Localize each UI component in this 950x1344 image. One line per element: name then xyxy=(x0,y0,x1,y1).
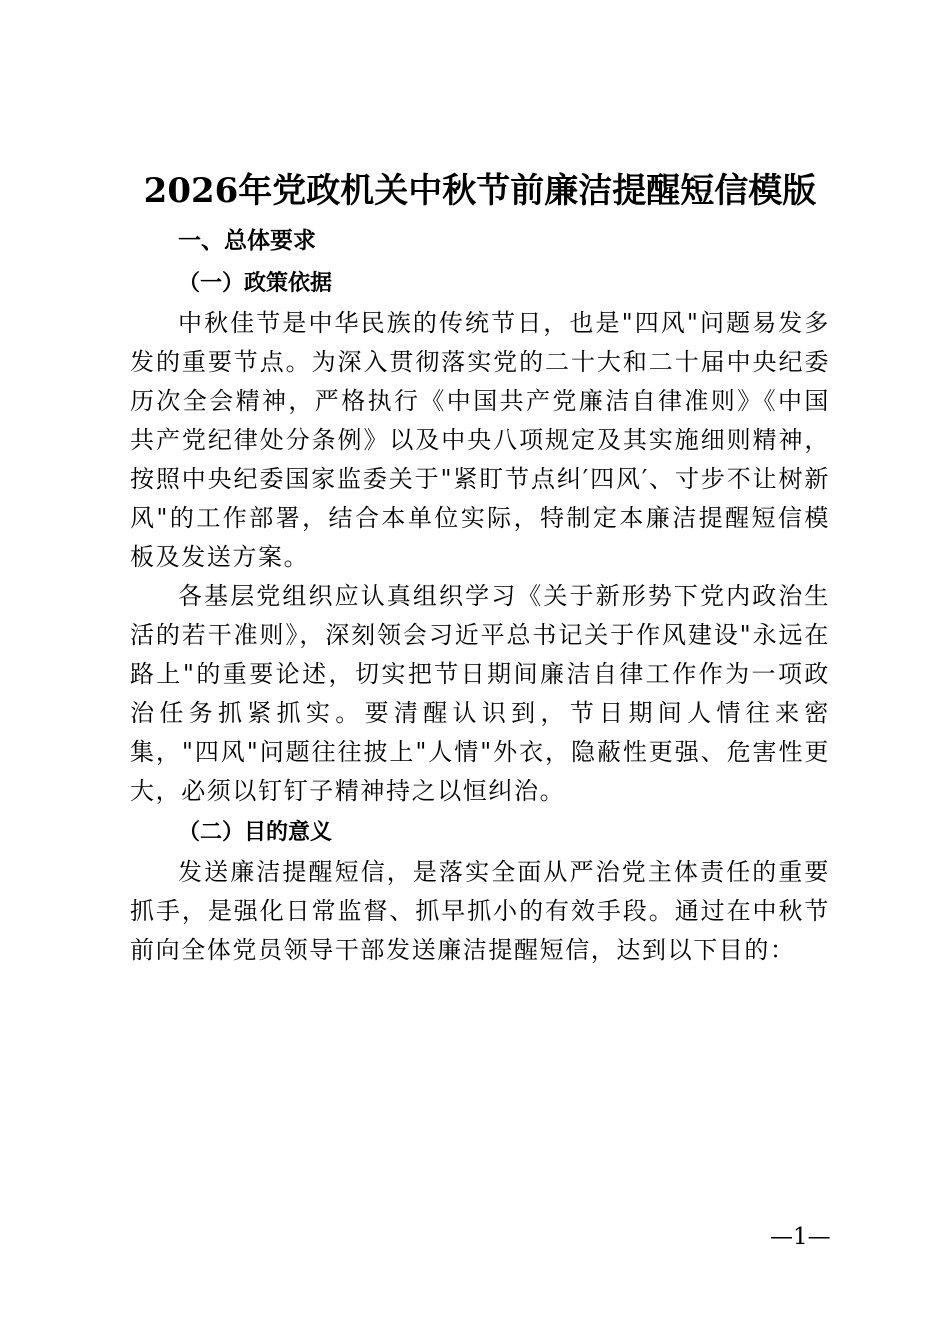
paragraph-policy-basis-1: 中秋佳节是中华民族的传统节日，也是"四风"问题易发多发的重要节点。为深入贯彻落实党的二十大和二十届中央纪委历次全会精神，严格执行《中国共产党廉洁自律准则》《中国共产党纪律处分条例》以及中央八项规定及其实施细则精神，按照中央纪委国家监委关于"紧盯节点纠′四风′、寸步不让树新风"的工作部署，结合本单位实际，特制定本廉洁提醒短信模板及发送方案。 xyxy=(130,309,830,571)
subsection-heading-purpose: （二）目的意义 xyxy=(178,819,333,845)
document-title: 2026年党政机关中秋节前廉洁提醒短信模版 xyxy=(143,171,817,211)
subsection-heading-policy-basis: （一）政策依据 xyxy=(178,270,333,296)
paragraph-policy-basis-2: 各基层党组织应认真组织学习《关于新形势下党内政治生活的若干准则》，深刻领会习近平总书记关于作风建设"永远在路上"的重要论述，切实把节日期间廉洁自律工作作为一项政治任务抓紧抓实。要清醒认识到，节日期间人情往来密集，"四风"问题往往披上"人情"外衣，隐蔽性更强、危害性更大，必须以钉钉子精神持之以恒纠治。 xyxy=(130,582,830,805)
page-number: —1— xyxy=(770,1224,831,1250)
section-heading-overall-requirements: 一、总体要求 xyxy=(178,228,316,254)
paragraph-purpose-1: 发送廉洁提醒短信，是落实全面从严治党主体责任的重要抓手，是强化日常监督、抓早抓小的有效手段。通过在中秋节前向全体党员领导干部发送廉洁提醒短信，达到以下目的： xyxy=(130,858,830,964)
document-body xyxy=(130,220,830,970)
